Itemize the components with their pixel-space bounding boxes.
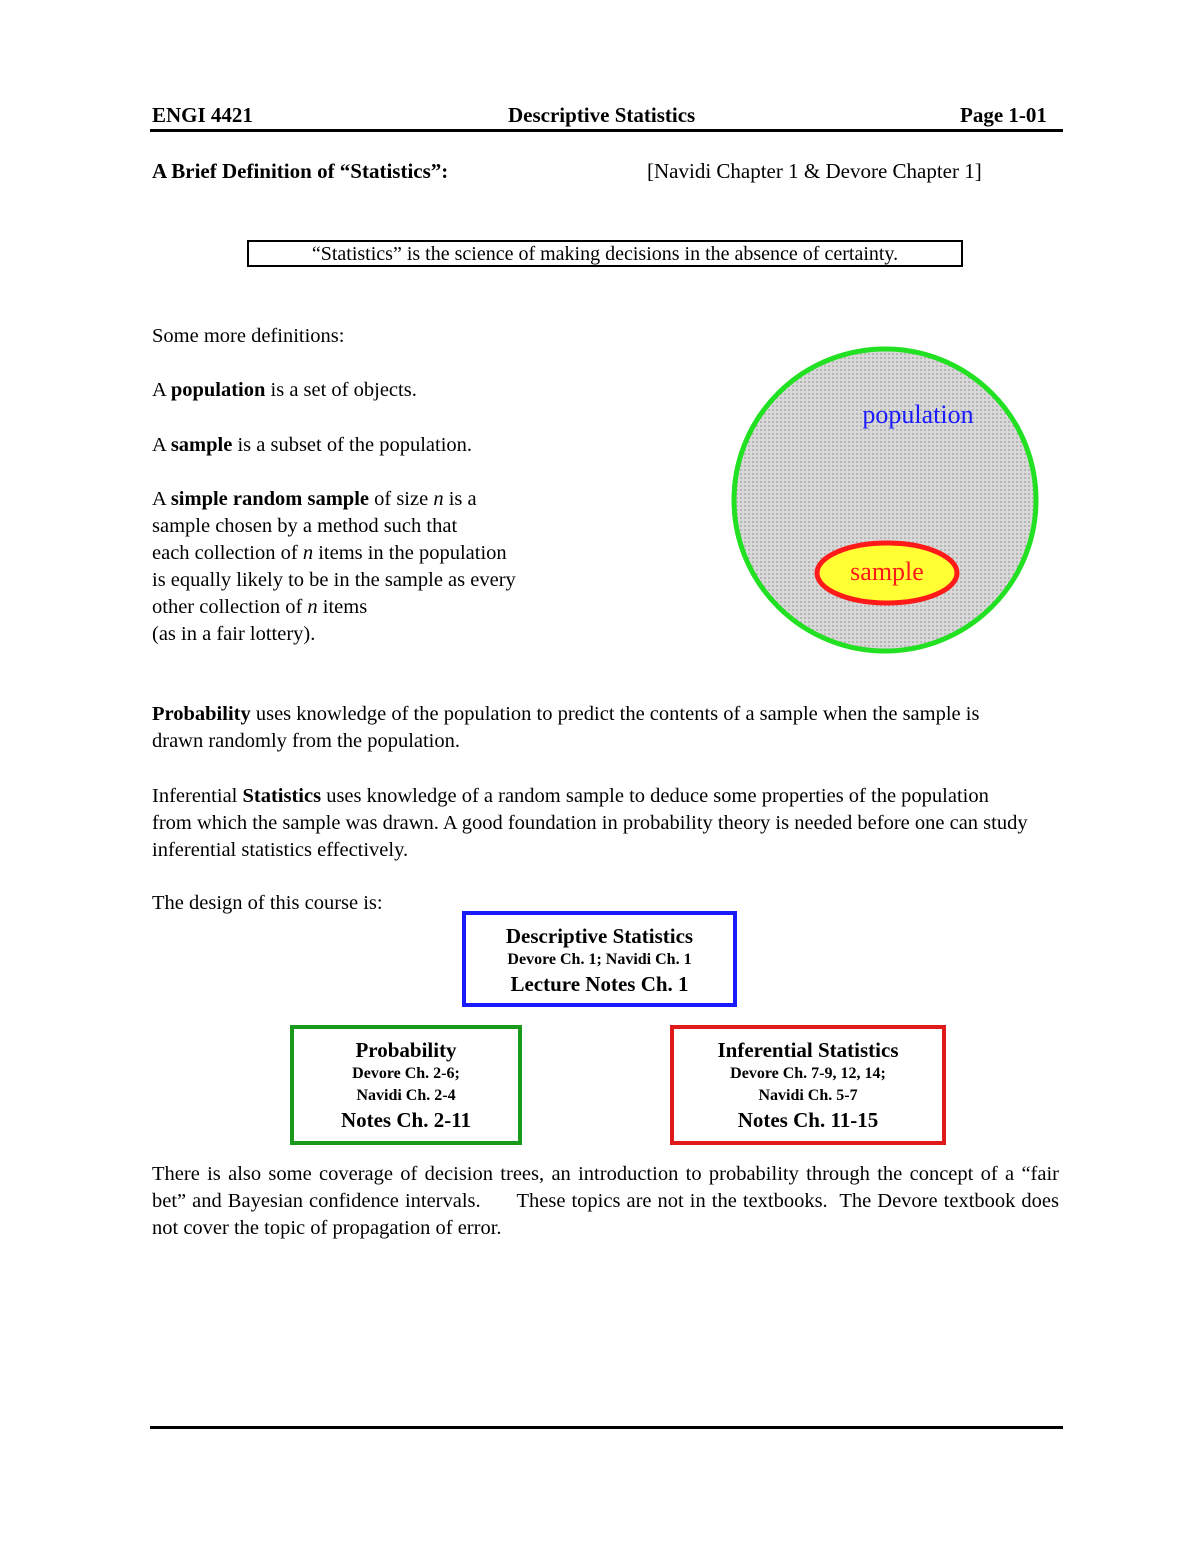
srs-line-5-b: items (317, 596, 368, 618)
inferential-statistics-box (670, 1025, 946, 1145)
srs-is-a: is a (443, 488, 477, 510)
course-code: ENGI 4421 (152, 103, 253, 127)
srs-line-5-a: other collection of (152, 596, 308, 618)
definitions-intro: Some more definitions: (152, 325, 345, 347)
page-title: Descriptive Statistics (508, 103, 696, 127)
population-sample-diagram (728, 345, 1043, 660)
srs-line-4: is equally likely to be in the sample as every (152, 569, 516, 591)
probability-ref-1: Devore Ch. 2-6; (352, 1065, 460, 1082)
srs-article: A (152, 488, 171, 510)
srs-line-2: sample chosen by a method such that (152, 515, 458, 537)
inferential-notes: Notes Ch. 11-15 (737, 1108, 879, 1132)
srs-line-6: (as in a fair lottery). (152, 623, 316, 645)
statistics-term: Statistics (242, 785, 322, 807)
sample-article: A (152, 434, 171, 456)
descriptive-statistics-box (462, 911, 737, 1007)
sample-label: sample (850, 557, 924, 586)
population-circle (734, 349, 1036, 651)
probability-notes: Notes Ch. 2-11 (340, 1108, 472, 1132)
probability-term: Probability (152, 703, 251, 725)
population-term: population (170, 379, 266, 401)
srs-line-1 (152, 486, 516, 513)
sample-definition (152, 432, 472, 459)
descriptive-title: Descriptive Statistics (505, 924, 694, 948)
page-number: Page 1-01 (960, 103, 1047, 127)
srs-line-3 (152, 540, 516, 567)
inferential-lead: Inferential (152, 785, 243, 807)
inferential-paragraph (152, 783, 1032, 864)
srs-line-3-b: items in the population (313, 542, 507, 564)
descriptive-notes: Lecture Notes Ch. 1 (510, 972, 689, 996)
statistics-definition-box: “Statistics” is the science of making decisions in the absence of certainty. (247, 240, 963, 267)
inferential-box-title: Inferential Statistics (717, 1038, 899, 1062)
n-variable: n (302, 542, 314, 564)
inferential-text: uses knowledge of a random sample to deduce some properties of the population from which the sample was drawn. A good foundation in probability theory is needed before one can study inferential statistics effectively. (152, 785, 1028, 861)
footer-rule (150, 1426, 1063, 1429)
inferential-ref-1: Devore Ch. 7-9, 12, 14; (730, 1065, 886, 1082)
probability-ref-2: Navidi Ch. 2-4 (356, 1087, 456, 1104)
probability-paragraph (152, 701, 1032, 755)
chapter-reference: [Navidi Chapter 1 & Devore Chapter 1] (647, 159, 982, 183)
section-heading: A Brief Definition of “Statistics”: (152, 159, 449, 183)
inferential-ref-2: Navidi Ch. 5-7 (758, 1087, 858, 1104)
srs-size-text: of size (369, 488, 434, 510)
descriptive-refs: Devore Ch. 1; Navidi Ch. 1 (507, 951, 692, 968)
probability-box-title: Probability (355, 1038, 457, 1062)
sample-text: is a subset of the population. (232, 434, 473, 456)
closing-paragraph: There is also some coverage of decision trees, an introduction to probability through the concept of a “fair bet” and Bayesian confidence intervals. These topics are not in the textbooks. The Devore textbook does not cover the topic of propagation of error. (152, 1163, 1065, 1239)
srs-line-3-a: each collection of (152, 542, 303, 564)
sample-term: sample (170, 434, 233, 456)
population-definition (152, 377, 417, 404)
header-rule (150, 129, 1063, 132)
n-variable: n (433, 488, 444, 510)
srs-term: simple random sample (170, 488, 369, 510)
srs-line-5 (152, 594, 516, 621)
course-design-intro: The design of this course is: (152, 892, 383, 914)
population-text: is a set of objects. (265, 379, 417, 401)
n-variable: n (307, 596, 318, 618)
probability-text: uses knowledge of the population to predict the contents of a sample when the sample is drawn randomly from the population. (152, 703, 980, 752)
srs-definition (152, 486, 516, 648)
probability-box (290, 1025, 522, 1145)
population-label: population (862, 400, 974, 429)
population-article: A (152, 379, 171, 401)
